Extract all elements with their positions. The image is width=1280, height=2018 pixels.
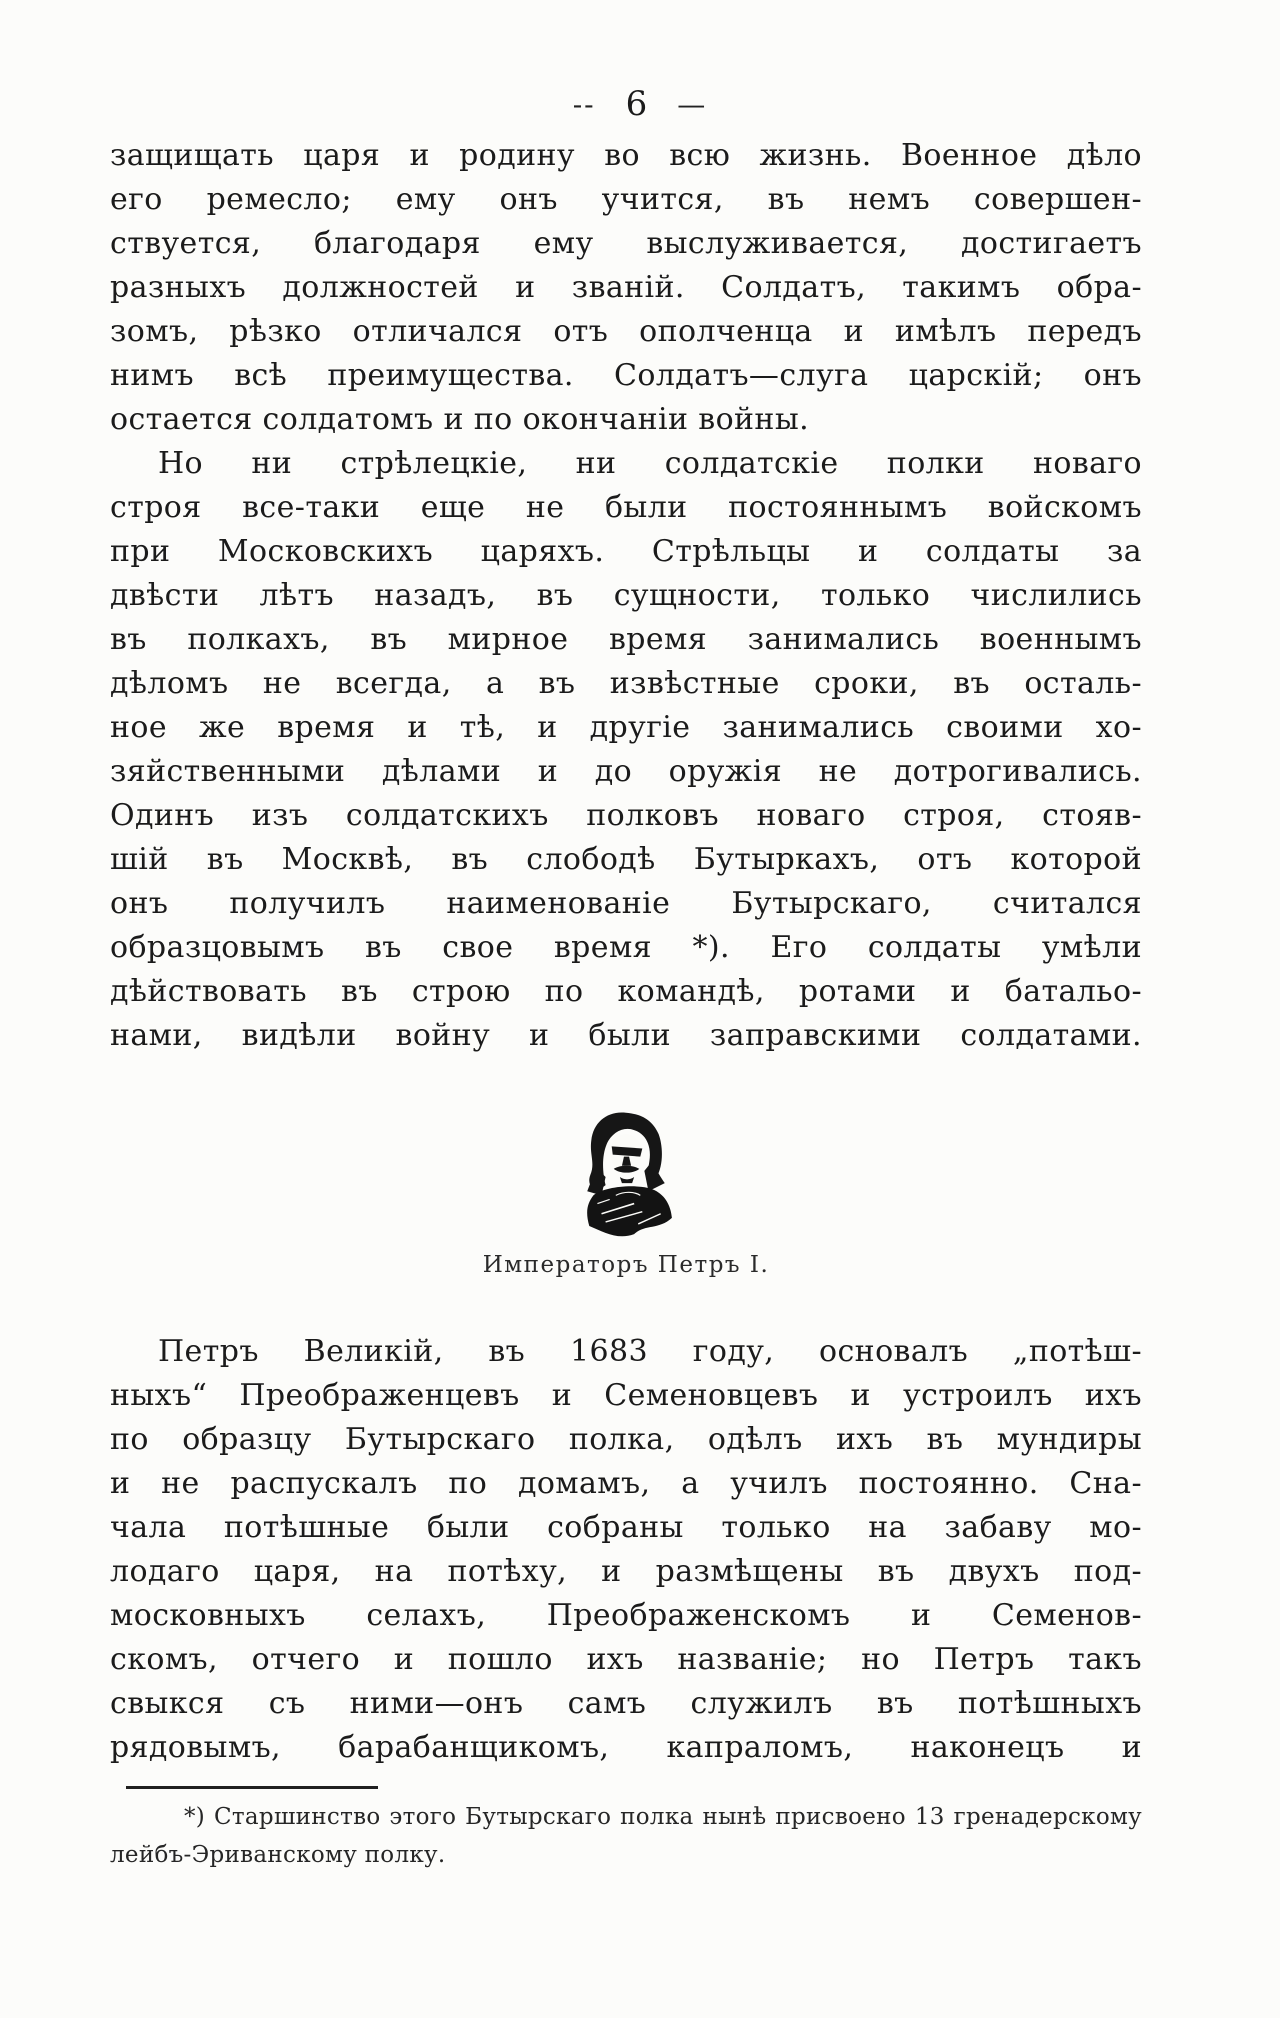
text-line: свыкся съ ними—онъ самъ служилъ въ потѣшныхъ (110, 1686, 1142, 1721)
paragraph-1 (110, 134, 1142, 442)
page-header (0, 84, 1280, 124)
paragraph-3 (110, 1330, 1142, 1770)
text-line: нимъ всѣ преимущества. Солдатъ—слуга царскій; онъ (110, 358, 1142, 393)
text-line: при Московскихъ царяхъ. Стрѣльцы и солдаты за (110, 534, 1142, 569)
text-line: Петръ Великій, въ 1683 году, основалъ „потѣш- (158, 1334, 1142, 1369)
text-line: дѣйствовать въ строю по командѣ, ротами и батальо- (110, 974, 1142, 1009)
text-line: ствуется, благодаря ему выслуживается, достигаетъ (110, 226, 1142, 261)
footnote-line: *) Старшинство этого Бутырскаго полка нынѣ присвоено 13 гренадерскому (184, 1804, 1142, 1830)
text-line: ное же время и тѣ, и другіе занимались своими хо- (110, 710, 1142, 745)
paragraph-2 (110, 442, 1142, 1058)
text-line: скомъ, отчего и пошло ихъ названіе; но Петръ такъ (110, 1642, 1142, 1677)
text-line: шій въ Москвѣ, въ слободѣ Бутыркахъ, отъ которой (110, 842, 1142, 877)
text-line: и не распускалъ по домамъ, а училъ постоянно. Сна- (110, 1466, 1142, 1501)
figure (110, 1108, 1142, 1248)
text-line: ныхъ“ Преображенцевъ и Семеновцевъ и устроилъ ихъ (110, 1378, 1142, 1413)
text-line: дѣломъ не всегда, а въ извѣстные сроки, въ осталь- (110, 666, 1142, 701)
header-left-dash: -- (572, 87, 596, 121)
footnote-line: лейбъ-Эриванскому полку. (110, 1842, 446, 1868)
text-line: Но ни стрѣлецкіе, ни солдатскіе полки новаго (158, 446, 1142, 481)
text-line: по образцу Бутырскаго полка, одѣлъ ихъ въ мундиры (110, 1422, 1142, 1457)
text-line: Одинъ изъ солдатскихъ полковъ новаго строя, стояв- (110, 798, 1142, 833)
page-number: 6 (625, 84, 648, 124)
text-line: образцовымъ въ свое время *). Его солдаты умѣли (110, 930, 1142, 965)
text-line: рядовымъ, барабанщикомъ, капраломъ, наконецъ и (110, 1730, 1142, 1765)
portrait-engraving-image (575, 1108, 677, 1244)
text-line: зомъ, рѣзко отличался отъ ополченца и имѣлъ передъ (110, 314, 1142, 349)
text-line: московныхъ селахъ, Преображенскомъ и Семенов- (110, 1598, 1142, 1633)
text-line: онъ получилъ наименованіе Бутырскаго, считался (110, 886, 1142, 921)
text-line: чала потѣшные были собраны только на забаву мо- (110, 1510, 1142, 1545)
text-line: строя все-таки еще не были постояннымъ войскомъ (110, 490, 1142, 525)
footnote-divider (126, 1786, 378, 1789)
text-line: разныхъ должностей и званій. Солдатъ, такимъ обра- (110, 270, 1142, 305)
text-line: лодаго царя, на потѣху, и размѣщены въ двухъ под- (110, 1554, 1142, 1589)
text-line: защищать царя и родину во всю жизнь. Военное дѣло (110, 138, 1142, 173)
text-line: двѣсти лѣтъ назадъ, въ сущности, только числились (110, 578, 1142, 613)
text-line: остается солдатомъ и по окончаніи войны. (110, 402, 810, 437)
text-line: въ полкахъ, въ мирное время занимались военнымъ (110, 622, 1142, 657)
footnote (110, 1798, 1142, 1874)
text-line: нами, видѣли войну и были заправскими солдатами. (110, 1018, 1142, 1053)
header-right-dash: — (677, 87, 708, 121)
text-line: его ремесло; ему онъ учится, въ немъ совершен- (110, 182, 1142, 217)
figure-caption: Императоръ Петръ I. (482, 1252, 770, 1278)
text-line: зяйственными дѣлами и до оружія не дотрогивались. (110, 754, 1142, 789)
